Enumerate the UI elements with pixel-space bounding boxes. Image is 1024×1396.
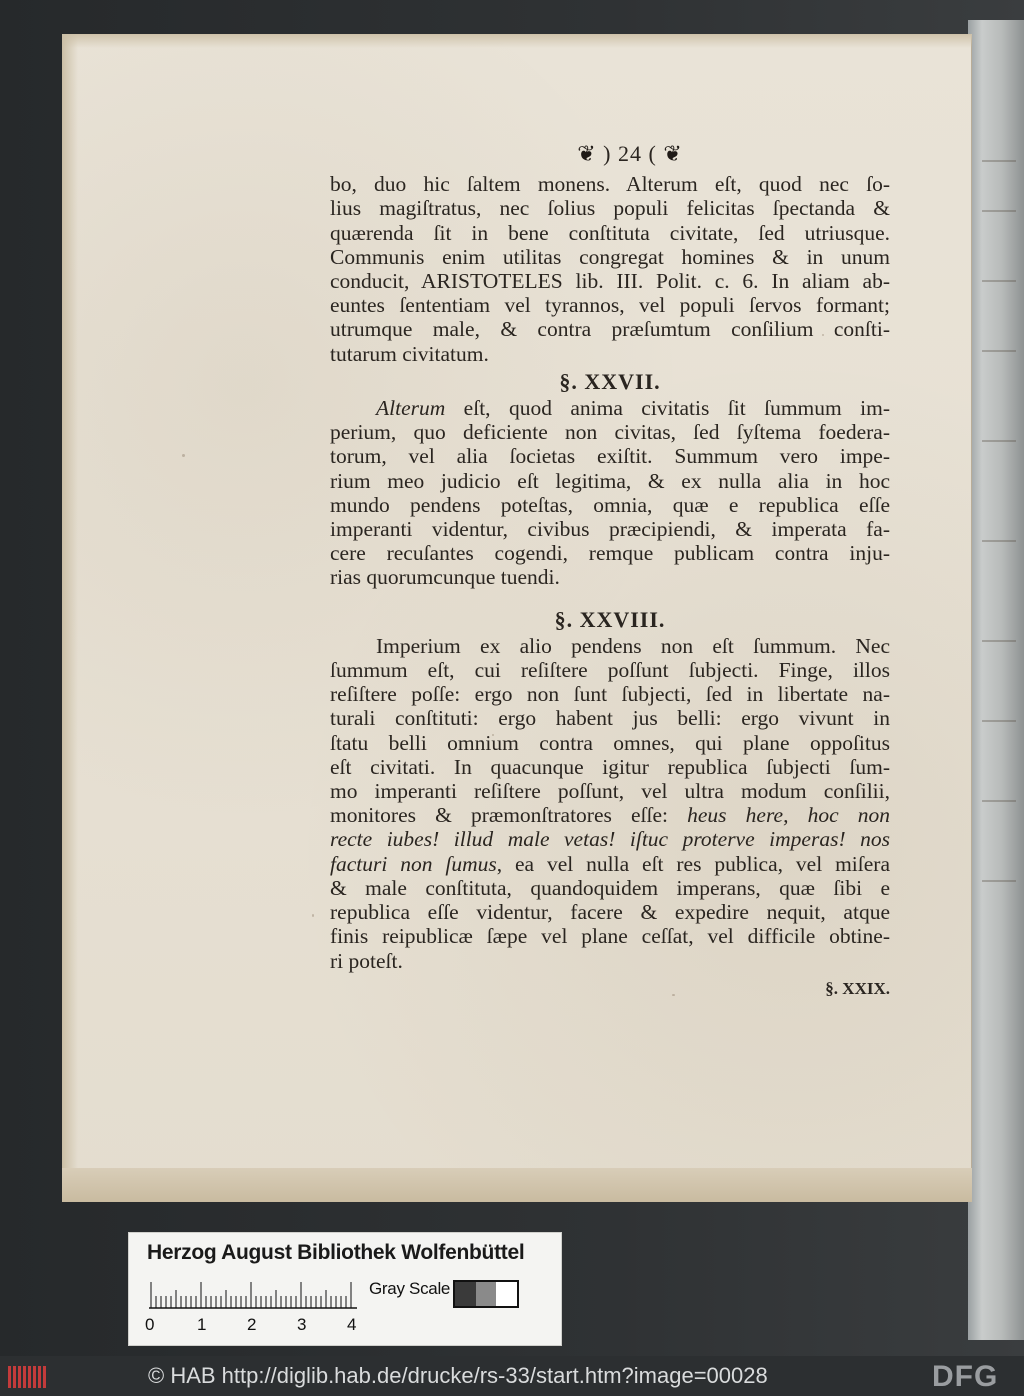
text-line: mo imperanti reſiſtere poſſunt, vel ultra modum conſilii,	[330, 779, 890, 804]
italic-span: heus here, hoc non	[687, 803, 890, 828]
library-name: Herzog August Bibliothek Wolfenbüttel	[147, 1241, 525, 1264]
section-heading-28: §. XXVIII.	[554, 606, 666, 632]
text-line: cere recuſantes cogendi, remque publicam contra inju-	[330, 541, 890, 566]
page-bottom-edge	[62, 1168, 972, 1202]
adjacent-page-edge	[968, 20, 1024, 1340]
text-line: perium, quo deficiente non civitas, ſed ſyſtema foedera-	[330, 420, 890, 445]
paragraph-2	[330, 396, 890, 590]
text-line	[330, 396, 890, 420]
gray-scale-swatch	[453, 1280, 519, 1308]
ruler-number: 3	[297, 1315, 307, 1334]
text-line: tutarum civitatum.	[330, 341, 489, 366]
text-line: quærenda ſit in bene conſtituta civitate, ſed utriusque.	[330, 220, 890, 245]
italic-word: Alterum	[376, 396, 446, 421]
text-line: recte iubes! illud male vetas! iſtuc proterve imperas! nos	[330, 827, 890, 852]
page-left-edge	[62, 34, 78, 1202]
paragraph-1	[330, 172, 890, 366]
text-line: torum, vel alia ſocietas exiſtit. Summum vero impe-	[330, 444, 890, 469]
ornament-left-icon: ❦	[577, 141, 597, 166]
paragraph-3	[330, 634, 890, 973]
library-color-card	[128, 1232, 562, 1346]
text-line: mundo pendens poteſtas, omnia, quæ e republica eſſe	[330, 492, 890, 517]
paragraph-gap	[330, 590, 890, 604]
catchword: §. XXIX.	[825, 978, 890, 998]
text-line: republica eſſe videntur, facere & expedire nequit, atque	[330, 900, 890, 925]
text-line: Imperium ex alio pendens non eſt ſummum. Nec	[376, 633, 890, 658]
text-line: imperanti videntur, civibus præcipiendi, & imperata fa-	[330, 517, 890, 542]
text-line	[330, 852, 890, 876]
text-line: euntes ſententiam vel tyrannos, vel populi ſervos formant;	[330, 293, 890, 318]
text-line: lius magiſtratus, nec ſolius populi felicitas ſpectanda &	[330, 196, 890, 221]
page-header: ❦ ) 24 ( ❦	[577, 141, 683, 166]
section-heading-27: §. XXVII.	[559, 368, 661, 394]
gray-scale-label: Gray Scale	[369, 1279, 451, 1298]
ruler-number: 2	[247, 1315, 257, 1334]
text-span: , ea vel nulla eſt res publica, vel miſera	[496, 851, 890, 876]
text-line: utrumque male, & contra præſumtum conſilium conſti-	[330, 317, 890, 342]
italic-span: facturi non ſumus	[330, 851, 497, 876]
dfg-logo: DFG	[932, 1360, 999, 1393]
text-line: Communis enim utilitas congregat homines & in unum	[330, 244, 890, 269]
page-top-edge	[62, 34, 972, 48]
text-line: reſiſtere poſſe: ergo non ſunt ſubjecti, ſed in libertate na-	[330, 682, 890, 707]
text-line: turali conſtituti: ergo habent jus belli: ergo vivunt in	[330, 706, 890, 731]
text-span: eſt, quod anima civitatis ſit ſummum im-	[445, 396, 890, 421]
text-line: conducit, ARISTOTELES lib. III. Polit. c. 6. In aliam ab-	[330, 269, 890, 294]
text-line: eſt civitati. In quacunque igitur republica ſubjecti ſum-	[330, 754, 890, 779]
copyright-url[interactable]: © HAB http://diglib.hab.de/drucke/rs-33/start.htm?image=00028	[148, 1363, 768, 1388]
text-line	[330, 803, 890, 827]
text-line: rias quorumcunque tuendi.	[330, 565, 560, 590]
ruler-scale	[147, 1279, 359, 1309]
text-line: ſtatu belli omnium contra omnes, qui plane oppoſitus	[330, 730, 890, 755]
ruler-number: 0	[145, 1315, 155, 1334]
text-span: monitores & præmonſtratores eſſe:	[330, 803, 688, 828]
text-line: finis reipublicæ ſæpe vel plane ceſſat, vel difficile obtine-	[330, 924, 890, 949]
page-number: 24	[618, 141, 642, 166]
text-line: ri poteſt.	[330, 948, 403, 973]
ruler-number: 1	[197, 1315, 207, 1334]
text-line: bo, duo hic ſaltem monens. Alterum eſt, quod nec ſo-	[330, 172, 890, 197]
page-text	[330, 142, 890, 1001]
ornament-right-icon: ❦	[663, 141, 683, 166]
ruler-number: 4	[347, 1315, 357, 1334]
text-line: rium meo judicio eſt legitima, & ex nulla alia in hoc	[330, 468, 890, 493]
viewer-footer	[0, 1356, 1024, 1396]
hab-logo-icon	[8, 1366, 46, 1388]
text-line: & male conſtituta, quandoquidem imperans, quæ ſibi e	[330, 875, 890, 900]
text-line: ſummum eſt, cui reſiſtere poſſunt ſubjecti. Finge, illos	[330, 658, 890, 683]
